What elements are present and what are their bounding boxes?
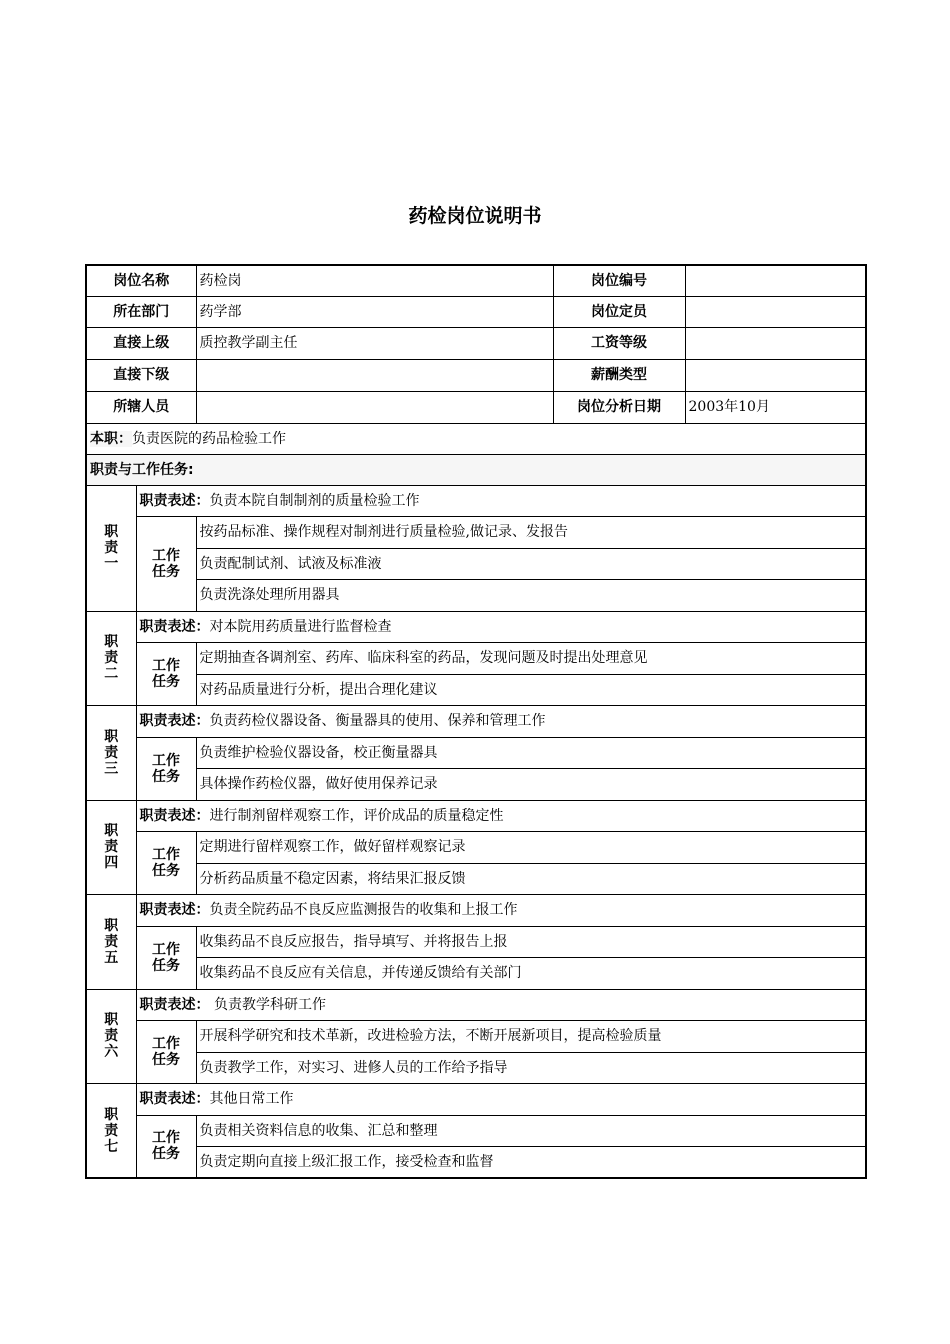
analysis-date-value: 2003年10月 <box>685 391 866 423</box>
task-label-line: 任务 <box>152 1146 180 1163</box>
duty-statement-text: 负责本院自制制剂的质量检验工作 <box>209 492 420 509</box>
task-text: 定期进行留样观察工作，做好留样观察记录 <box>196 832 866 864</box>
duty-statement-row <box>86 485 866 517</box>
task-row <box>86 737 866 769</box>
duties-header: 职责与工作任务: <box>86 454 866 485</box>
headcount-value <box>685 296 866 327</box>
duty-statement-row <box>86 989 866 1021</box>
task-label-line: 任务 <box>152 957 180 974</box>
task-label-line: 任务 <box>152 674 180 690</box>
headcount-label: 岗位定员 <box>553 296 685 327</box>
duty-name-char: 职 <box>104 728 119 745</box>
task-label-line: 工作 <box>152 1036 180 1052</box>
task-label <box>136 1021 196 1084</box>
task-row <box>86 958 866 990</box>
task-label-line: 工作 <box>152 547 180 564</box>
task-row <box>86 643 866 675</box>
page-title: 药检岗位说明书 <box>408 205 542 227</box>
task-text: 负责定期向直接上级汇报工作，接受检查和监督 <box>196 1147 866 1179</box>
task-row <box>86 1052 866 1084</box>
task-text: 开展科学研究和技术革新，改进检验方法，不断开展新项目，提高检验质量 <box>196 1021 866 1053</box>
subordinate-label: 直接下级 <box>86 359 196 391</box>
task-label-line: 工作 <box>152 847 180 863</box>
duty-name-char: 责 <box>104 839 119 856</box>
main-duty-label: 本职： <box>90 430 132 447</box>
task-row <box>86 1147 866 1179</box>
task-row <box>86 926 866 958</box>
position-name-label: 岗位名称 <box>86 265 196 296</box>
task-text: 对药品质量进行分析，提出合理化建议 <box>196 674 866 706</box>
task-label <box>136 832 196 895</box>
task-text: 具体操作药检仪器，做好使用保养记录 <box>196 769 866 801</box>
task-text: 收集药品不良反应有关信息，并传递反馈给有关部门 <box>196 958 866 990</box>
subordinate-value <box>196 359 553 391</box>
duty-statement-text: 其他日常工作 <box>209 1091 294 1108</box>
task-row <box>86 517 866 549</box>
duty-name-char: 责 <box>104 540 119 556</box>
task-text: 定期抽查各调剂室、药库、临床科室的药品，发现问题及时提出处理意见 <box>196 643 866 675</box>
duty-name <box>86 895 136 990</box>
header-row <box>86 265 866 296</box>
task-label <box>136 1115 196 1178</box>
duty-name-char: 三 <box>104 760 119 777</box>
duty-name-char: 职 <box>104 917 119 934</box>
duty-name-char: 六 <box>104 1044 119 1061</box>
duty-name-char: 七 <box>104 1138 119 1155</box>
duty-name-char: 责 <box>104 744 119 761</box>
duty-name-char: 职 <box>104 1106 119 1123</box>
header-row <box>86 359 866 391</box>
duty-name <box>86 485 136 611</box>
task-row <box>86 1115 866 1147</box>
task-label-line: 任务 <box>152 563 180 580</box>
task-label-line: 工作 <box>152 941 180 958</box>
duty-name-char: 五 <box>104 949 119 966</box>
duty-statement-text: 负责全院药品不良反应监测报告的收集和上报工作 <box>209 902 518 919</box>
task-text: 负责相关资料信息的收集、汇总和整理 <box>196 1115 866 1147</box>
task-row <box>86 832 866 864</box>
main-duty-text: 负责医院的药品检验工作 <box>132 430 286 447</box>
duty-name-char: 责 <box>104 1028 119 1045</box>
task-text: 按药品标准、操作规程对制剂进行质量检验,做记录、发报告 <box>196 517 866 549</box>
task-label-line: 任务 <box>152 768 180 785</box>
duty-name-char: 职 <box>104 1012 119 1029</box>
task-label <box>136 926 196 989</box>
task-label-line: 工作 <box>152 1130 180 1147</box>
supervisor-label: 直接上级 <box>86 327 196 359</box>
salary-grade-value <box>685 327 866 359</box>
duty-name-char: 职 <box>104 634 119 651</box>
task-row <box>86 1021 866 1053</box>
position-code-label: 岗位编号 <box>553 265 685 296</box>
position-code-value <box>685 265 866 296</box>
duty-statement-text: 进行制剂留样观察工作，评价成品的质量稳定性 <box>209 807 504 824</box>
task-text: 负责维护检验仪器设备，校正衡量器具 <box>196 737 866 769</box>
duty-name-char: 二 <box>104 666 119 683</box>
duty-statement-label: 职责表述： <box>139 713 210 730</box>
duty-statement-label: 职责表述： <box>139 1091 210 1108</box>
duty-statement-label: 职责表述： <box>139 807 210 824</box>
duty-name-char: 责 <box>104 1122 119 1139</box>
duty-name-char: 职 <box>104 524 119 540</box>
main-duty-row <box>86 423 866 454</box>
task-text: 分析药品质量不稳定因素，将结果汇报反馈 <box>196 863 866 895</box>
analysis-date-label: 岗位分析日期 <box>553 391 685 423</box>
header-row <box>86 296 866 327</box>
duty-statement-row <box>86 611 866 643</box>
duty-name-char: 四 <box>104 855 119 872</box>
task-label-line: 任务 <box>152 1052 180 1068</box>
pay-type-label: 薪酬类型 <box>553 359 685 391</box>
duty-name <box>86 611 136 706</box>
header-row <box>86 327 866 359</box>
duty-name <box>86 1084 136 1179</box>
task-text: 负责配制试剂、试液及标准液 <box>196 548 866 580</box>
duty-statement-label: 职责表述： <box>139 618 210 635</box>
duty-statement-row <box>86 800 866 832</box>
duty-statement-label: 职责表述： <box>139 902 210 919</box>
department-label: 所在部门 <box>86 296 196 327</box>
task-label-line: 工作 <box>152 658 180 674</box>
duty-statement-text: 负责药检仪器设备、衡量器具的使用、保养和管理工作 <box>209 713 546 730</box>
duty-name <box>86 800 136 895</box>
supervisor-value: 质控教学副主任 <box>196 327 553 359</box>
department-value: 药学部 <box>196 296 553 327</box>
task-label-line: 任务 <box>152 863 180 879</box>
task-row <box>86 580 866 612</box>
duty-name-char: 职 <box>104 823 119 840</box>
duties-header-row <box>86 454 866 485</box>
duty-name <box>86 706 136 801</box>
position-name-value: 药检岗 <box>196 265 553 296</box>
duty-statement-label: 职责表述： <box>139 996 210 1013</box>
duty-statement-row <box>86 895 866 927</box>
staff-value <box>196 391 553 423</box>
task-text: 负责洗涤处理所用器具 <box>196 580 866 612</box>
task-row <box>86 863 866 895</box>
task-text: 负责教学工作，对实习、进修人员的工作给予指导 <box>196 1052 866 1084</box>
task-label <box>136 643 196 706</box>
task-label <box>136 737 196 800</box>
staff-label: 所辖人员 <box>86 391 196 423</box>
duty-statement-label: 职责表述： <box>139 492 210 509</box>
task-row <box>86 548 866 580</box>
task-label <box>136 517 196 612</box>
task-row <box>86 674 866 706</box>
task-text: 收集药品不良反应报告，指导填写、并将报告上报 <box>196 926 866 958</box>
duty-name-char: 一 <box>104 556 119 572</box>
duty-statement-text: 负责教学科研工作 <box>209 996 326 1013</box>
task-row <box>86 769 866 801</box>
duty-statement-text: 对本院用药质量进行监督检查 <box>209 618 392 635</box>
duty-name-char: 责 <box>104 650 119 667</box>
duty-statement-row <box>86 1084 866 1116</box>
duty-name <box>86 989 136 1084</box>
task-label-line: 工作 <box>152 752 180 769</box>
salary-grade-label: 工资等级 <box>553 327 685 359</box>
duty-name-char: 责 <box>104 933 119 950</box>
header-row <box>86 391 866 423</box>
pay-type-value <box>685 359 866 391</box>
duty-statement-row <box>86 706 866 738</box>
job-description-table <box>85 264 867 1179</box>
